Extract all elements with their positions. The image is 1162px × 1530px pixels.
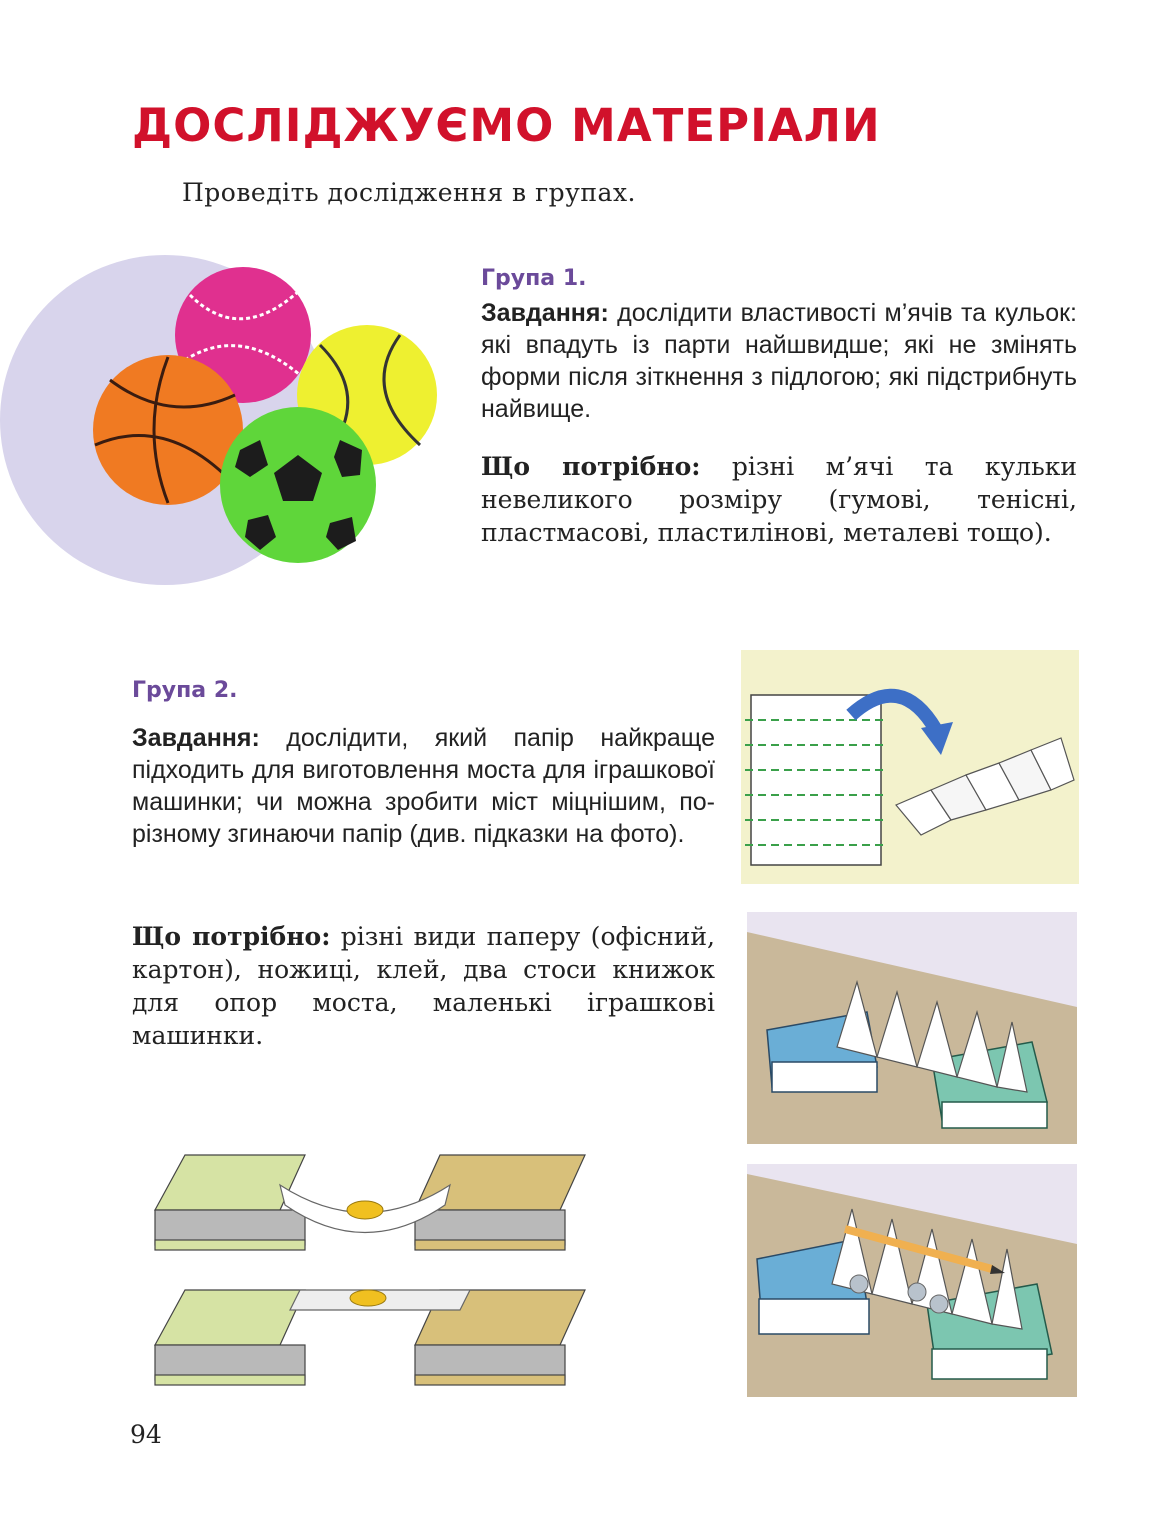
page-title: ДОСЛІДЖУЄМО МАТЕРІАЛИ <box>132 99 881 152</box>
page-number: 94 <box>130 1420 162 1449</box>
group2-task-text: дослідити, який папір найкраще підходить для виготовлення моста для іграшкової машинки; чи можна зробити міст міцнішим, по-різному згинаючи папір (див. підказки на фото). <box>132 724 715 848</box>
group2-needs <box>132 920 715 1052</box>
group2-needs-label: Що потрібно: <box>132 922 331 951</box>
intro-text: Проведіть дослідження в групах. <box>182 178 637 207</box>
group1-needs <box>481 450 1077 549</box>
group2-heading: Група 2. <box>132 678 238 703</box>
paper-bridge-illustration <box>747 912 1077 1144</box>
group1-needs-text: різні м’ячі та кульки невеликого розміру (гумові, тенісні, пластмасові, пластилінові, металеві тощо). <box>481 452 1077 547</box>
paper-bridge-pencil-illustration <box>747 1164 1077 1397</box>
group2-task <box>132 722 715 850</box>
group1-task-label: Завдання: <box>481 299 609 327</box>
paper-folding-illustration <box>741 650 1079 884</box>
group1-needs-label: Що потрібно: <box>481 452 701 481</box>
group1-task-text: дослідити властивості м’ячів та кульок: які впадуть із парти найшвидше; які не змінять форми після зіткнення з підлогою; які підстрибнуть найвище. <box>481 299 1077 423</box>
group2-task-label: Завдання: <box>132 724 260 752</box>
books-coin-bridge-illustration <box>150 1150 600 1400</box>
balls-illustration <box>0 245 460 595</box>
group2-needs-text: різні види паперу (офісний, картон), ножиці, клей, два стоси книжок для опор моста, маленькі іграшкові машинки. <box>132 922 715 1050</box>
group1-task <box>481 297 1077 425</box>
group1-heading: Група 1. <box>481 266 587 291</box>
